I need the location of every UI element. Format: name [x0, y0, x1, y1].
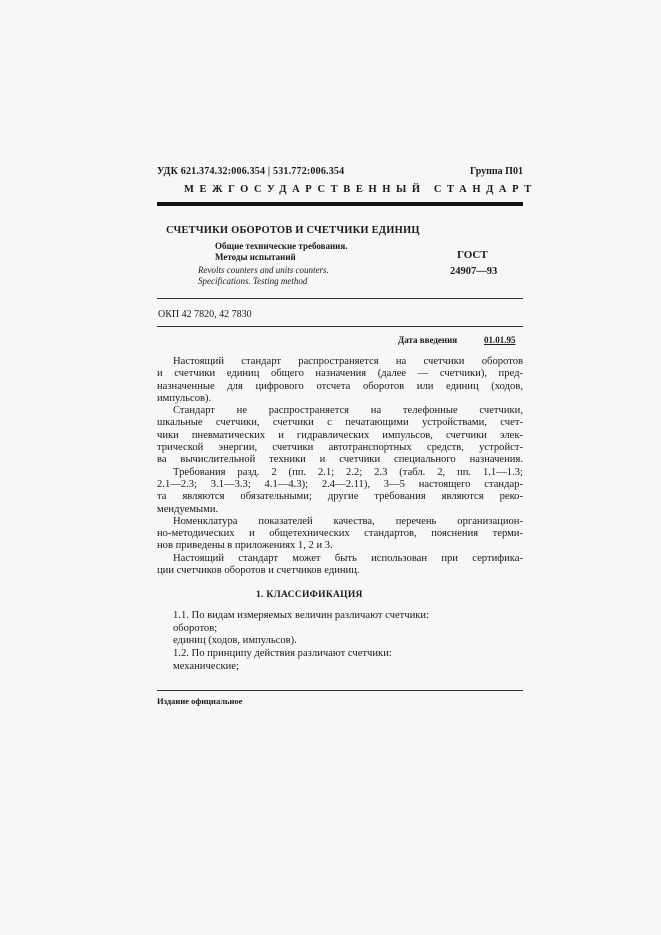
text-line: но-методических и общетехнических стандартов, пояснения терми-: [157, 528, 523, 540]
document-title: СЧЕТЧИКИ ОБОРОТОВ И СЧЕТЧИКИ ЕДИНИЦ: [166, 225, 420, 236]
udk-code: УДК 621.374.32:006.354 | 531.772:006.354: [157, 166, 345, 177]
paragraph-2: [157, 405, 523, 466]
gost-label: ГОСТ: [457, 249, 488, 261]
text-line: назначенные для цифрового отсчета оборотов или единиц (ходов,: [157, 380, 523, 392]
list-item: механические;: [173, 660, 239, 672]
text-line: шкальные счетчики, счетчики с печатающими устройствами, счет-: [157, 417, 523, 429]
standard-type-heading: МЕЖГОСУДАРСТВЕННЫЙ СТАНДАРТ: [184, 184, 537, 195]
text-line: нов приведены в приложениях 1, 2 и 3.: [157, 540, 333, 552]
subtitle-line-1: Общие технические требования.: [215, 241, 348, 251]
list-item: 1.1. По видам измеряемых величин различают счетчики:: [173, 610, 430, 621]
list-item: 1.2. По принципу действия различают счетчики:: [173, 648, 392, 660]
subtitle-line-2: Методы испытаний: [215, 252, 296, 262]
okp-rule: [157, 326, 523, 327]
section-heading: 1. КЛАССИФИКАЦИЯ: [256, 590, 363, 600]
group-code: Группа П01: [470, 166, 523, 177]
paragraph-1: [157, 356, 523, 405]
paragraph-5: [157, 553, 523, 578]
text-line: Требования разд. 2 (пп. 2.1; 2.2; 2.3 (табл. 2, пп. 1.1—1.3;: [173, 466, 523, 478]
paragraph-4: [157, 516, 523, 553]
text-line: и счетчики единиц общего назначения (далее — счетчики), пред-: [157, 368, 523, 380]
text-line: 2.1—2.3; 3.1—3.3; 4.1—4.3); 2.4—2.11), 3—5 настоящего стандар-: [157, 478, 523, 490]
list-item: оборотов;: [173, 622, 218, 634]
text-line: импульсов).: [157, 392, 212, 404]
text-line: та являются обязательными; другие требования являются реко-: [157, 491, 523, 503]
footer-rule: [157, 690, 523, 691]
official-edition-note: Издание официальное: [157, 696, 243, 706]
text-line: Настоящий стандарт может быть использован при сертифика-: [173, 552, 523, 564]
intro-date-value: 01.01.95: [484, 335, 516, 345]
text-line: Номенклатура показателей качества, перечень организацион-: [173, 515, 523, 527]
text-line: Стандарт не распространяется на телефонные счетчики,: [173, 405, 523, 417]
list-item: единиц (ходов, импульсов).: [173, 635, 297, 647]
intro-date-label: Дата введения: [398, 335, 458, 345]
text-line: ва вычислительной техники и счетчики специального назначения.: [157, 454, 523, 466]
text-line: чики пневматических и гидравлических импульсов, счетчики элек-: [157, 429, 523, 441]
english-title-line-2: Specifications. Testing method: [198, 276, 308, 286]
classification-list: [173, 610, 429, 674]
okp-code: ОКП 42 7820, 42 7830: [158, 309, 252, 320]
title-rule: [157, 298, 523, 299]
paragraph-3: [157, 467, 523, 516]
english-title-line-1: Revolts counters and units counters.: [198, 265, 329, 275]
gost-number: 24907—93: [450, 266, 498, 277]
body-text: [157, 356, 523, 577]
header-rule: [157, 202, 523, 206]
text-line: ции счетчиков оборотов и счетчиков единиц.: [157, 565, 360, 577]
text-line: мендуемыми.: [157, 503, 219, 515]
text-line: трической энергии, счетчики автотранспортных средств, устройст-: [157, 442, 523, 454]
text-line: Настоящий стандарт распространяется на счетчики оборотов: [173, 356, 523, 367]
